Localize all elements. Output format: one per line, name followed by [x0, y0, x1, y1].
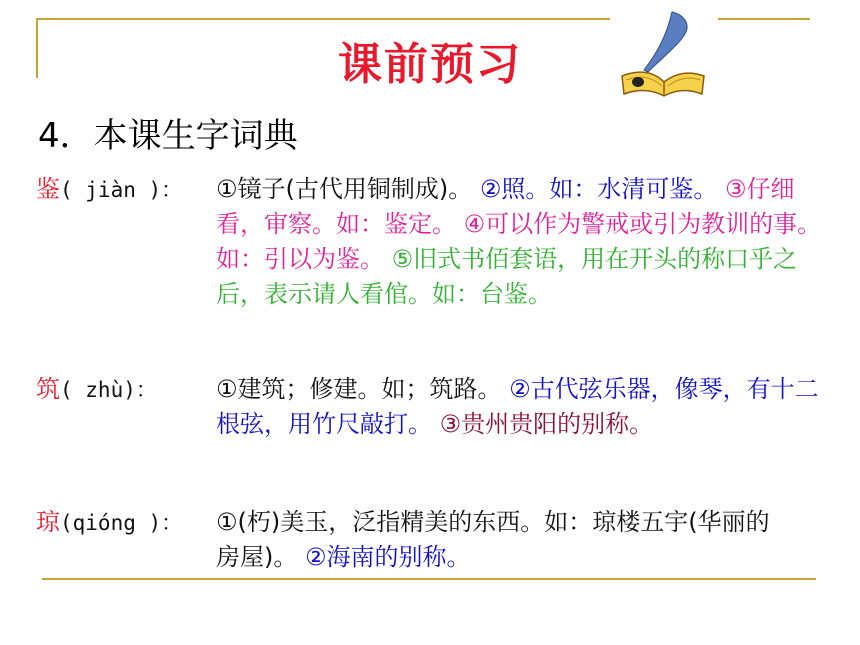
entry-word	[36, 372, 157, 408]
quill-and-book-icon	[612, 10, 712, 100]
page-title: 课前预习	[338, 39, 522, 90]
definition-item: ①镜子(古代用铜制成)。	[216, 175, 473, 203]
entry-definition	[216, 372, 826, 442]
dictionary-entry	[36, 372, 836, 482]
dictionary-entry	[36, 172, 836, 347]
entry-pinyin: ( jiàn )：	[60, 178, 183, 202]
section-heading: 4．本课生字词典	[38, 116, 298, 156]
definition-item: ①建筑；修建。如；筑路。	[216, 375, 502, 403]
top-rule-left	[36, 18, 610, 20]
entry-word	[36, 505, 182, 541]
definition-item: ⑤旧式书佰套语，用在开头的称口乎之后，表示请人看倌。如：台鉴。	[216, 245, 798, 308]
bottom-rule	[42, 578, 816, 580]
entry-pinyin: ( zhù)：	[60, 378, 157, 402]
definition-item: ③贵州贵阳的别称。	[439, 410, 654, 438]
definition-item: ③仔细看，审察。如：鉴定。	[216, 175, 795, 238]
entry-pinyin: (qióng )：	[60, 511, 183, 535]
dictionary-entry	[36, 505, 836, 577]
definition-item: ④可以作为警戒或引为教训的事。如：引以为鉴。	[216, 210, 822, 273]
definition-item: ②照。如：水清可鉴。	[479, 175, 718, 203]
entry-definition	[216, 172, 826, 312]
entry-char: 鉴	[36, 175, 60, 203]
definition-item: ②海南的别称。	[305, 543, 471, 571]
definition-item: ①(朽)美玉，泛指精美的东西。如：琼楼五宇(华丽的房屋)。	[216, 508, 770, 571]
entry-definition	[216, 505, 776, 575]
entry-char: 筑	[36, 375, 60, 403]
definition-item: ②古代弦乐器，像琴，有十二根弦，用竹尺敲打。	[216, 375, 819, 438]
top-rule-right	[718, 18, 810, 20]
entry-word	[36, 172, 182, 208]
entry-char: 琼	[36, 508, 60, 536]
